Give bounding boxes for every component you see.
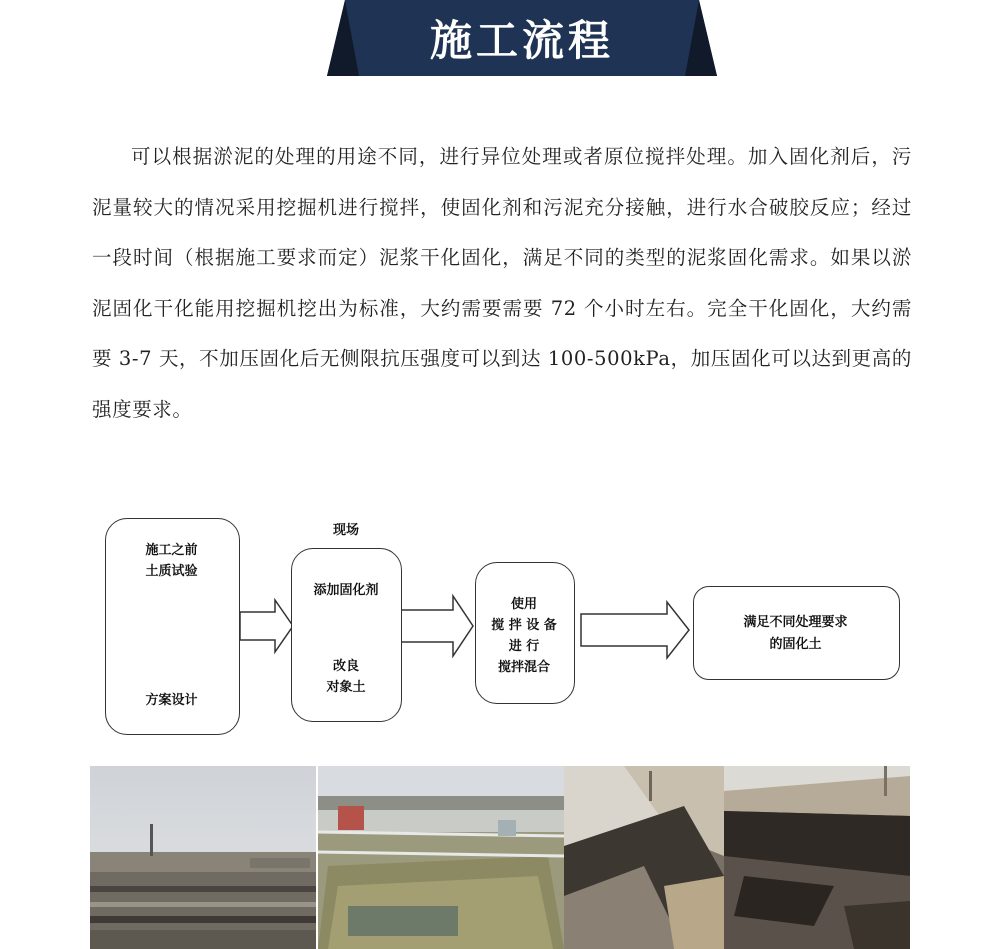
step3-line2: 搅 拌 设 备 [491, 618, 557, 633]
step1-line1: 施工之前 [145, 543, 198, 558]
step2-bottom2: 对象土 [326, 680, 366, 695]
process-flowchart [95, 508, 915, 748]
page-title: 施工流程 [429, 16, 614, 65]
description-text: 可以根据淤泥的处理的用途不同，进行异位处理或者原位搅拌处理。加入固化剂后，污泥量较大的情况采用挖掘机进行搅拌，使固化剂和污泥充分接触，进行水合破胶反应；经过一段时间（根据施工要求而定）泥浆干化固化，满足不同的类型的泥浆固化需求。如果以淤泥固化干化能用挖掘机挖出为标准，大约需要需要 72 个小时左右。完全干化固化，大约需要 3-7 天，不加压固化后无侧限抗压强度可以到达 100-500kPa，加压固化可以达到更高的强度要求。 [92, 145, 912, 421]
construction-site-photo-2 [318, 766, 564, 949]
flow-step-4-box [693, 586, 900, 680]
step3-line1: 使用 [510, 597, 537, 612]
step3-line3: 进 行 [508, 639, 540, 654]
construction-site-photo-4 [724, 766, 910, 949]
flow-arrow-1 [240, 600, 293, 652]
construction-site-photo-3 [564, 766, 724, 949]
step4-line2: 的固化土 [769, 637, 822, 652]
header-banner [327, 0, 717, 76]
construction-site-photo-1 [90, 766, 316, 949]
step1-line2: 土质试验 [145, 564, 198, 579]
step3-line4: 搅拌混合 [497, 660, 550, 675]
step4-line1: 满足不同处理要求 [743, 615, 848, 630]
step2-bottom1: 改良 [332, 659, 359, 674]
flow-arrow-2 [401, 596, 473, 656]
description-paragraph [92, 132, 912, 435]
flow-arrow-3 [581, 602, 689, 658]
step2-caption: 现场 [332, 523, 359, 538]
step2-top: 添加固化剂 [313, 583, 379, 598]
photo-strip [90, 766, 910, 949]
step1-bottom: 方案设计 [145, 693, 198, 708]
